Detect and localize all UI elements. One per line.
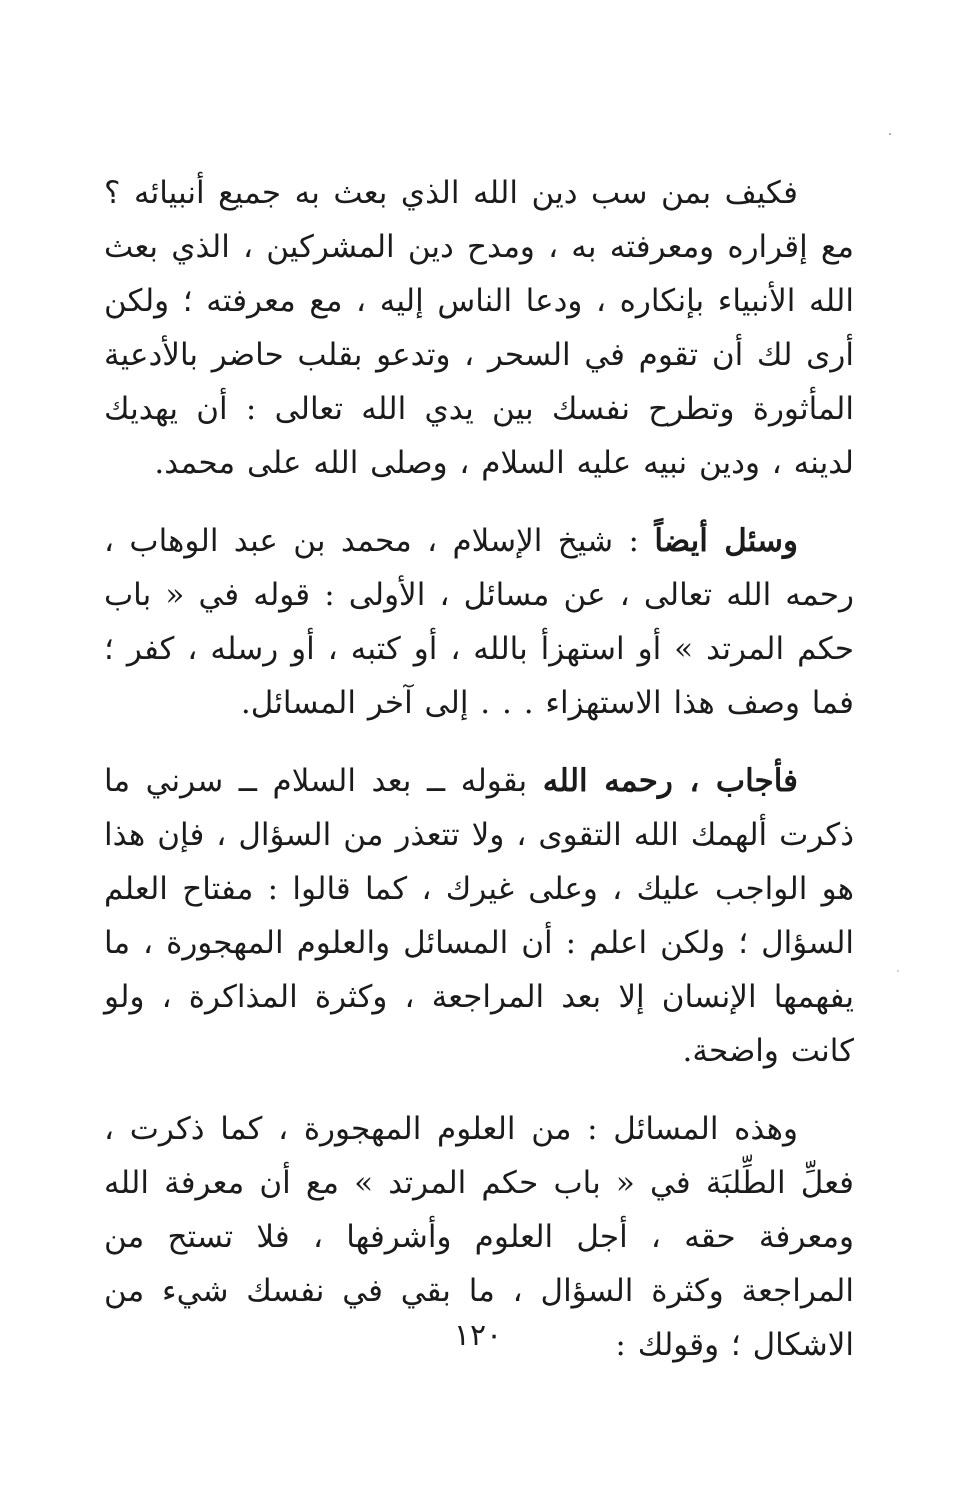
paragraph-lead: فأجاب ، رحمه الله [542,763,798,799]
paragraph-1 [104,166,854,490]
paragraph-text: فكيف بمن سب دين الله الذي بعث به جميع أنبيائه ؟ مع إقراره ومعرفته به ، ومدح دين المشركين ، الذي بعث الله الأنبياء بإنكاره ، ودعا الناس إليه ، مع معرفته ؛ ولكن أرى لك أن تقوم في السحر ، وتدعو بقلب حاضر بالأدعية المأثورة وتطرح نفسك بين يدي الله تعالى : أن يهديك لدينه ، ودين نبيه عليه السلام ، وصلى الله على محمد. [104,175,854,481]
scan-speck [889,133,891,135]
paragraph-2 [104,514,854,730]
scan-speck [897,970,899,972]
page-number: ١٢٠ [453,1318,503,1353]
paragraph-text: : شيخ الإسلام ، محمد بن عبد الوهاب ، رحمه الله تعالى ، عن مسائل ، الأولى : قوله في « باب حكم المرتد » أو استهزأ بالله ، أو كتبه ، أو رسله ، كفر ؛ فما وصف هذا الاستهزاء . . . إلى آخر المسائل. [104,523,854,721]
body-text [104,166,854,1372]
paragraph-lead: وسئل أيضاً [654,523,799,559]
paragraph-text: وهذه المسائل : من العلوم المهجورة ، كما ذكرت ، فعلِّ الطِّلبَة في « باب حكم المرتد » مع أن معرفة الله ومعرفة حقه ، أجل العلوم وأشرفها ، فلا تستح من المراجعة وكثرة السؤال ، ما بقي في نفسك شيء من الاشكال ؛ وقولك : [104,1111,854,1363]
paragraph-3 [104,754,854,1078]
paragraph-text: بقوله ــ بعد السلام ــ سرني ما ذكرت ألهمك الله التقوى ، ولا تتعذر من السؤال ، فإن هذا هو الواجب عليك ، وعلى غيرك ، كما قالوا : مفتاح العلم السؤال ؛ ولكن اعلم : أن المسائل والعلوم المهجورة ، ما يفهمها الإنسان إلا بعد المراجعة ، وكثرة المذاكرة ، ولو كانت واضحة. [104,763,854,1069]
